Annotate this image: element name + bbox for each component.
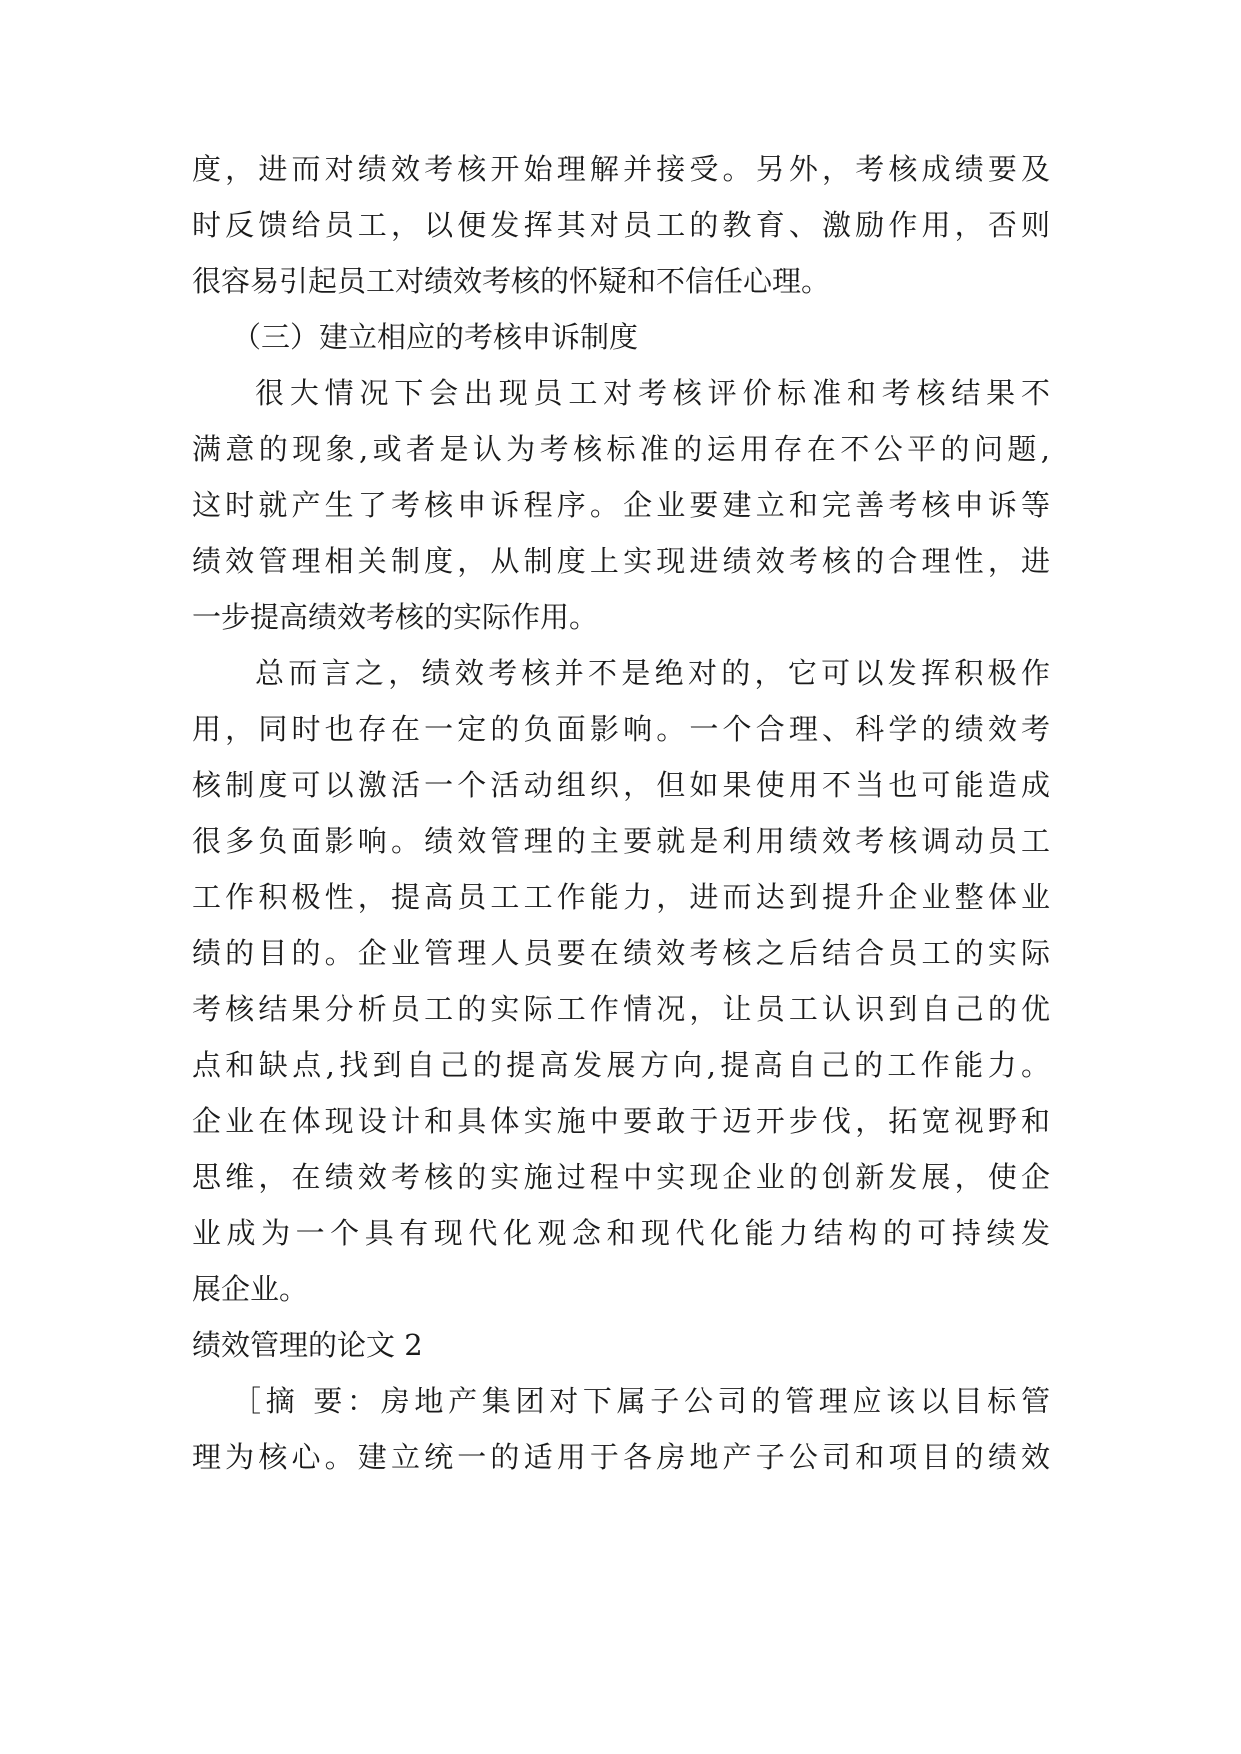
- body-text-line: 考核结果分析员工的实际工作情况，让员工认识到自己的优: [192, 992, 1050, 1026]
- body-text-line: 思维，在绩效考核的实施过程中实现企业的创新发展，使企: [192, 1160, 1050, 1194]
- section-heading: （三）建立相应的考核申诉制度: [232, 320, 639, 354]
- body-text-line: 总而言之，绩效考核并不是绝对的，它可以发挥积极作: [255, 656, 1050, 690]
- body-text-line: 用，同时也存在一定的负面影响。一个合理、科学的绩效考: [192, 712, 1050, 746]
- body-text-line: 核制度可以激活一个活动组织，但如果使用不当也可能造成: [192, 768, 1050, 802]
- body-text-line: 绩的目的。企业管理人员要在绩效考核之后结合员工的实际: [192, 936, 1050, 970]
- body-text-line: 时反馈给员工，以便发挥其对员工的教育、激励作用，否则: [192, 208, 1050, 242]
- abstract-line: ［摘 要：房地产集团对下属子公司的管理应该以目标管: [232, 1384, 1050, 1418]
- body-text-line: 很多负面影响。绩效管理的主要就是利用绩效考核调动员工: [192, 824, 1050, 858]
- body-text-line: 满意的现象,或者是认为考核标准的运用存在不公平的问题,: [192, 432, 1050, 466]
- body-text-line: 企业在体现设计和具体实施中要敢于迈开步伐，拓宽视野和: [192, 1104, 1050, 1138]
- abstract-line: 理为核心。建立统一的适用于各房地产子公司和项目的绩效: [192, 1440, 1050, 1474]
- body-text-line: 绩效管理相关制度，从制度上实现进绩效考核的合理性，进: [192, 544, 1050, 578]
- body-text-line: 这时就产生了考核申诉程序。企业要建立和完善考核申诉等: [192, 488, 1050, 522]
- body-text-line: 展企业。: [192, 1272, 309, 1306]
- body-text-line: 点和缺点,找到自己的提高发展方向,提高自己的工作能力。: [192, 1048, 1050, 1082]
- body-text-line: 度，进而对绩效考核开始理解并接受。另外，考核成绩要及: [192, 152, 1050, 186]
- body-text-line: 很容易引起员工对绩效考核的怀疑和不信任心理。: [192, 264, 831, 298]
- body-text-line: 一步提高绩效考核的实际作用。: [192, 600, 599, 634]
- body-text-line: 工作积极性，提高员工工作能力，进而达到提升企业整体业: [192, 880, 1050, 914]
- body-text-line: 业成为一个具有现代化观念和现代化能力结构的可持续发: [192, 1216, 1050, 1250]
- body-text-line: 很大情况下会出现员工对考核评价标准和考核结果不: [255, 376, 1050, 410]
- article-title: 绩效管理的论文 2: [192, 1328, 423, 1362]
